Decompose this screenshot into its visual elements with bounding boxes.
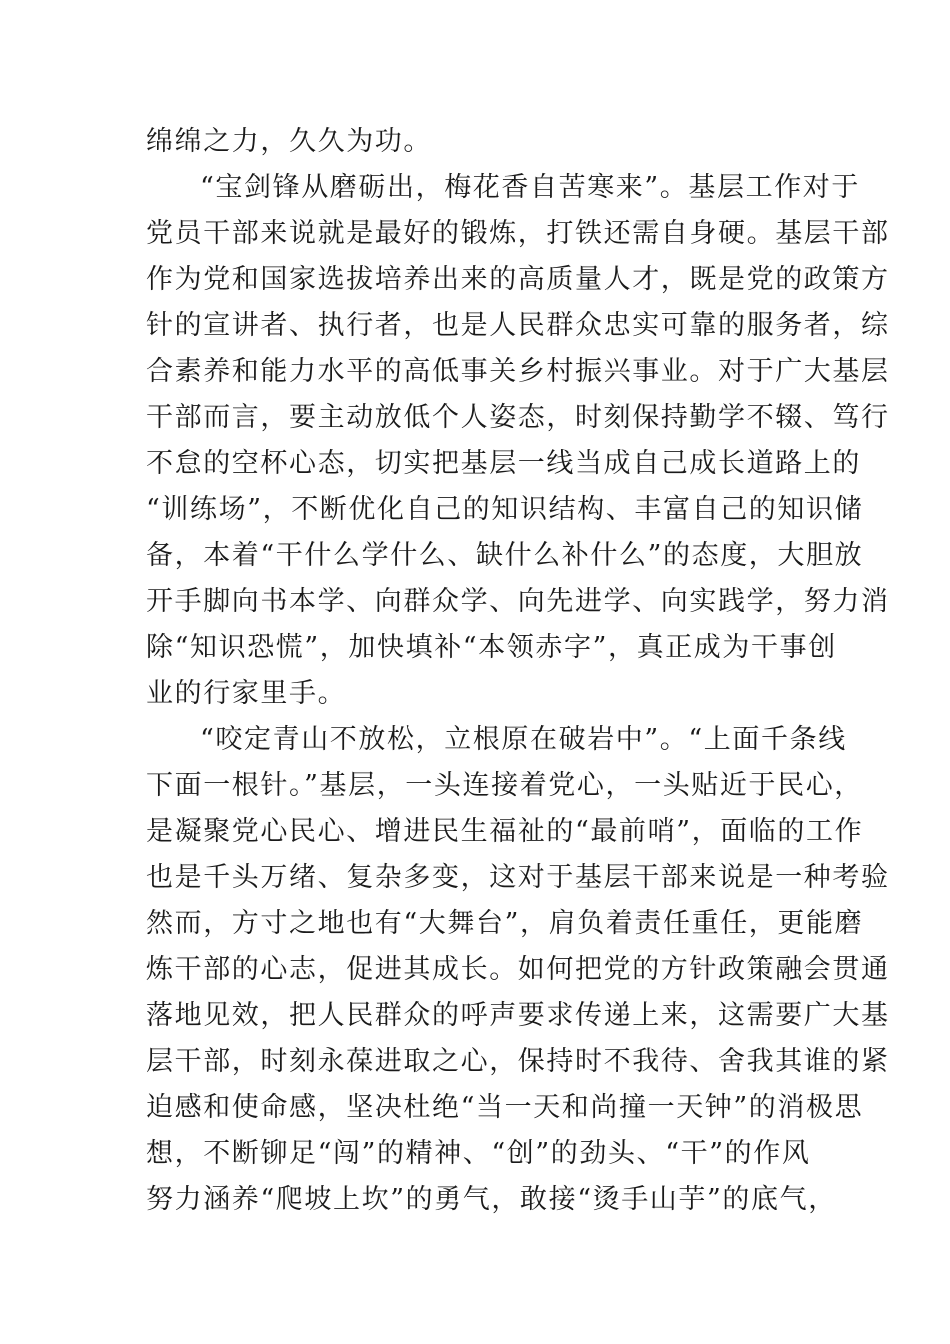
text-line: 层干部，时刻永葆进取之心，保持时不我待、舍我其谁的紧 — [146, 1046, 890, 1077]
text-line: 迫感和使命感，坚决杜绝“当一天和尚撞一天钟”的消极思 — [146, 1092, 864, 1123]
text-line: 下面一根针。”基层，一头连接着党心，一头贴近于民心， — [146, 770, 863, 801]
text-line: 落地见效，把人民群众的呼声要求传递上来，这需要广大基 — [146, 1000, 890, 1031]
text-line: 然而，方寸之地也有“大舞台”，肩负着责任重任，更能磨 — [146, 908, 864, 939]
text-line: “训练场”，不断优化自己的知识结构、丰富自己的知识储 — [146, 494, 864, 525]
text-line: 开手脚向书本学、向群众学、向先进学、向实践学，努力消 — [146, 586, 890, 617]
text-line: 针的宣讲者、执行者，也是人民群众忠实可靠的服务者，综 — [146, 310, 890, 341]
text-line: 是凝聚党心民心、增进民生福祉的“最前哨”，面临的工作 — [146, 816, 864, 847]
text-line: 干部而言，要主动放低个人姿态，时刻保持勤学不辍、笃行 — [146, 402, 890, 433]
text-line: 不怠的空杯心态，切实把基层一线当成自己成长道路上的 — [146, 448, 861, 479]
paragraph-first-line: “宝剑锋从磨砺出，梅花香自苦寒来”。基层工作对于 — [200, 172, 861, 203]
text-line: 党员干部来说就是最好的锻炼，打铁还需自身硬。基层干部 — [146, 218, 890, 249]
paragraph-first-line: “咬定青山不放松，立根原在破岩中”。“上面千条线 — [200, 724, 847, 755]
text-line: 绵绵之力，久久为功。 — [146, 126, 432, 157]
text-line: 合素养和能力水平的高低事关乡村振兴事业。对于广大基层 — [146, 356, 890, 387]
text-line: 想，不断铆足“闯”的精神、“创”的劲头、“干”的作风 — [146, 1138, 811, 1169]
text-line: 备，本着“干什么学什么、缺什么补什么”的态度，大胆放 — [146, 540, 864, 571]
text-line: 除“知识恐慌”，加快填补“本领赤字”，真正成为干事创 — [146, 632, 837, 663]
text-line: 作为党和国家选拔培养出来的高质量人才，既是党的政策方 — [146, 264, 890, 295]
text-line: 也是千头万绪、复杂多变，这对于基层干部来说是一种考验 — [146, 862, 890, 893]
text-line: 努力涵养“爬坡上坎”的勇气，敢接“烫手山芋”的底气， — [146, 1184, 837, 1215]
text-line: 炼干部的心志，促进其成长。如何把党的方针政策融会贯通 — [146, 954, 890, 985]
text-line: 业的行家里手。 — [146, 678, 347, 709]
